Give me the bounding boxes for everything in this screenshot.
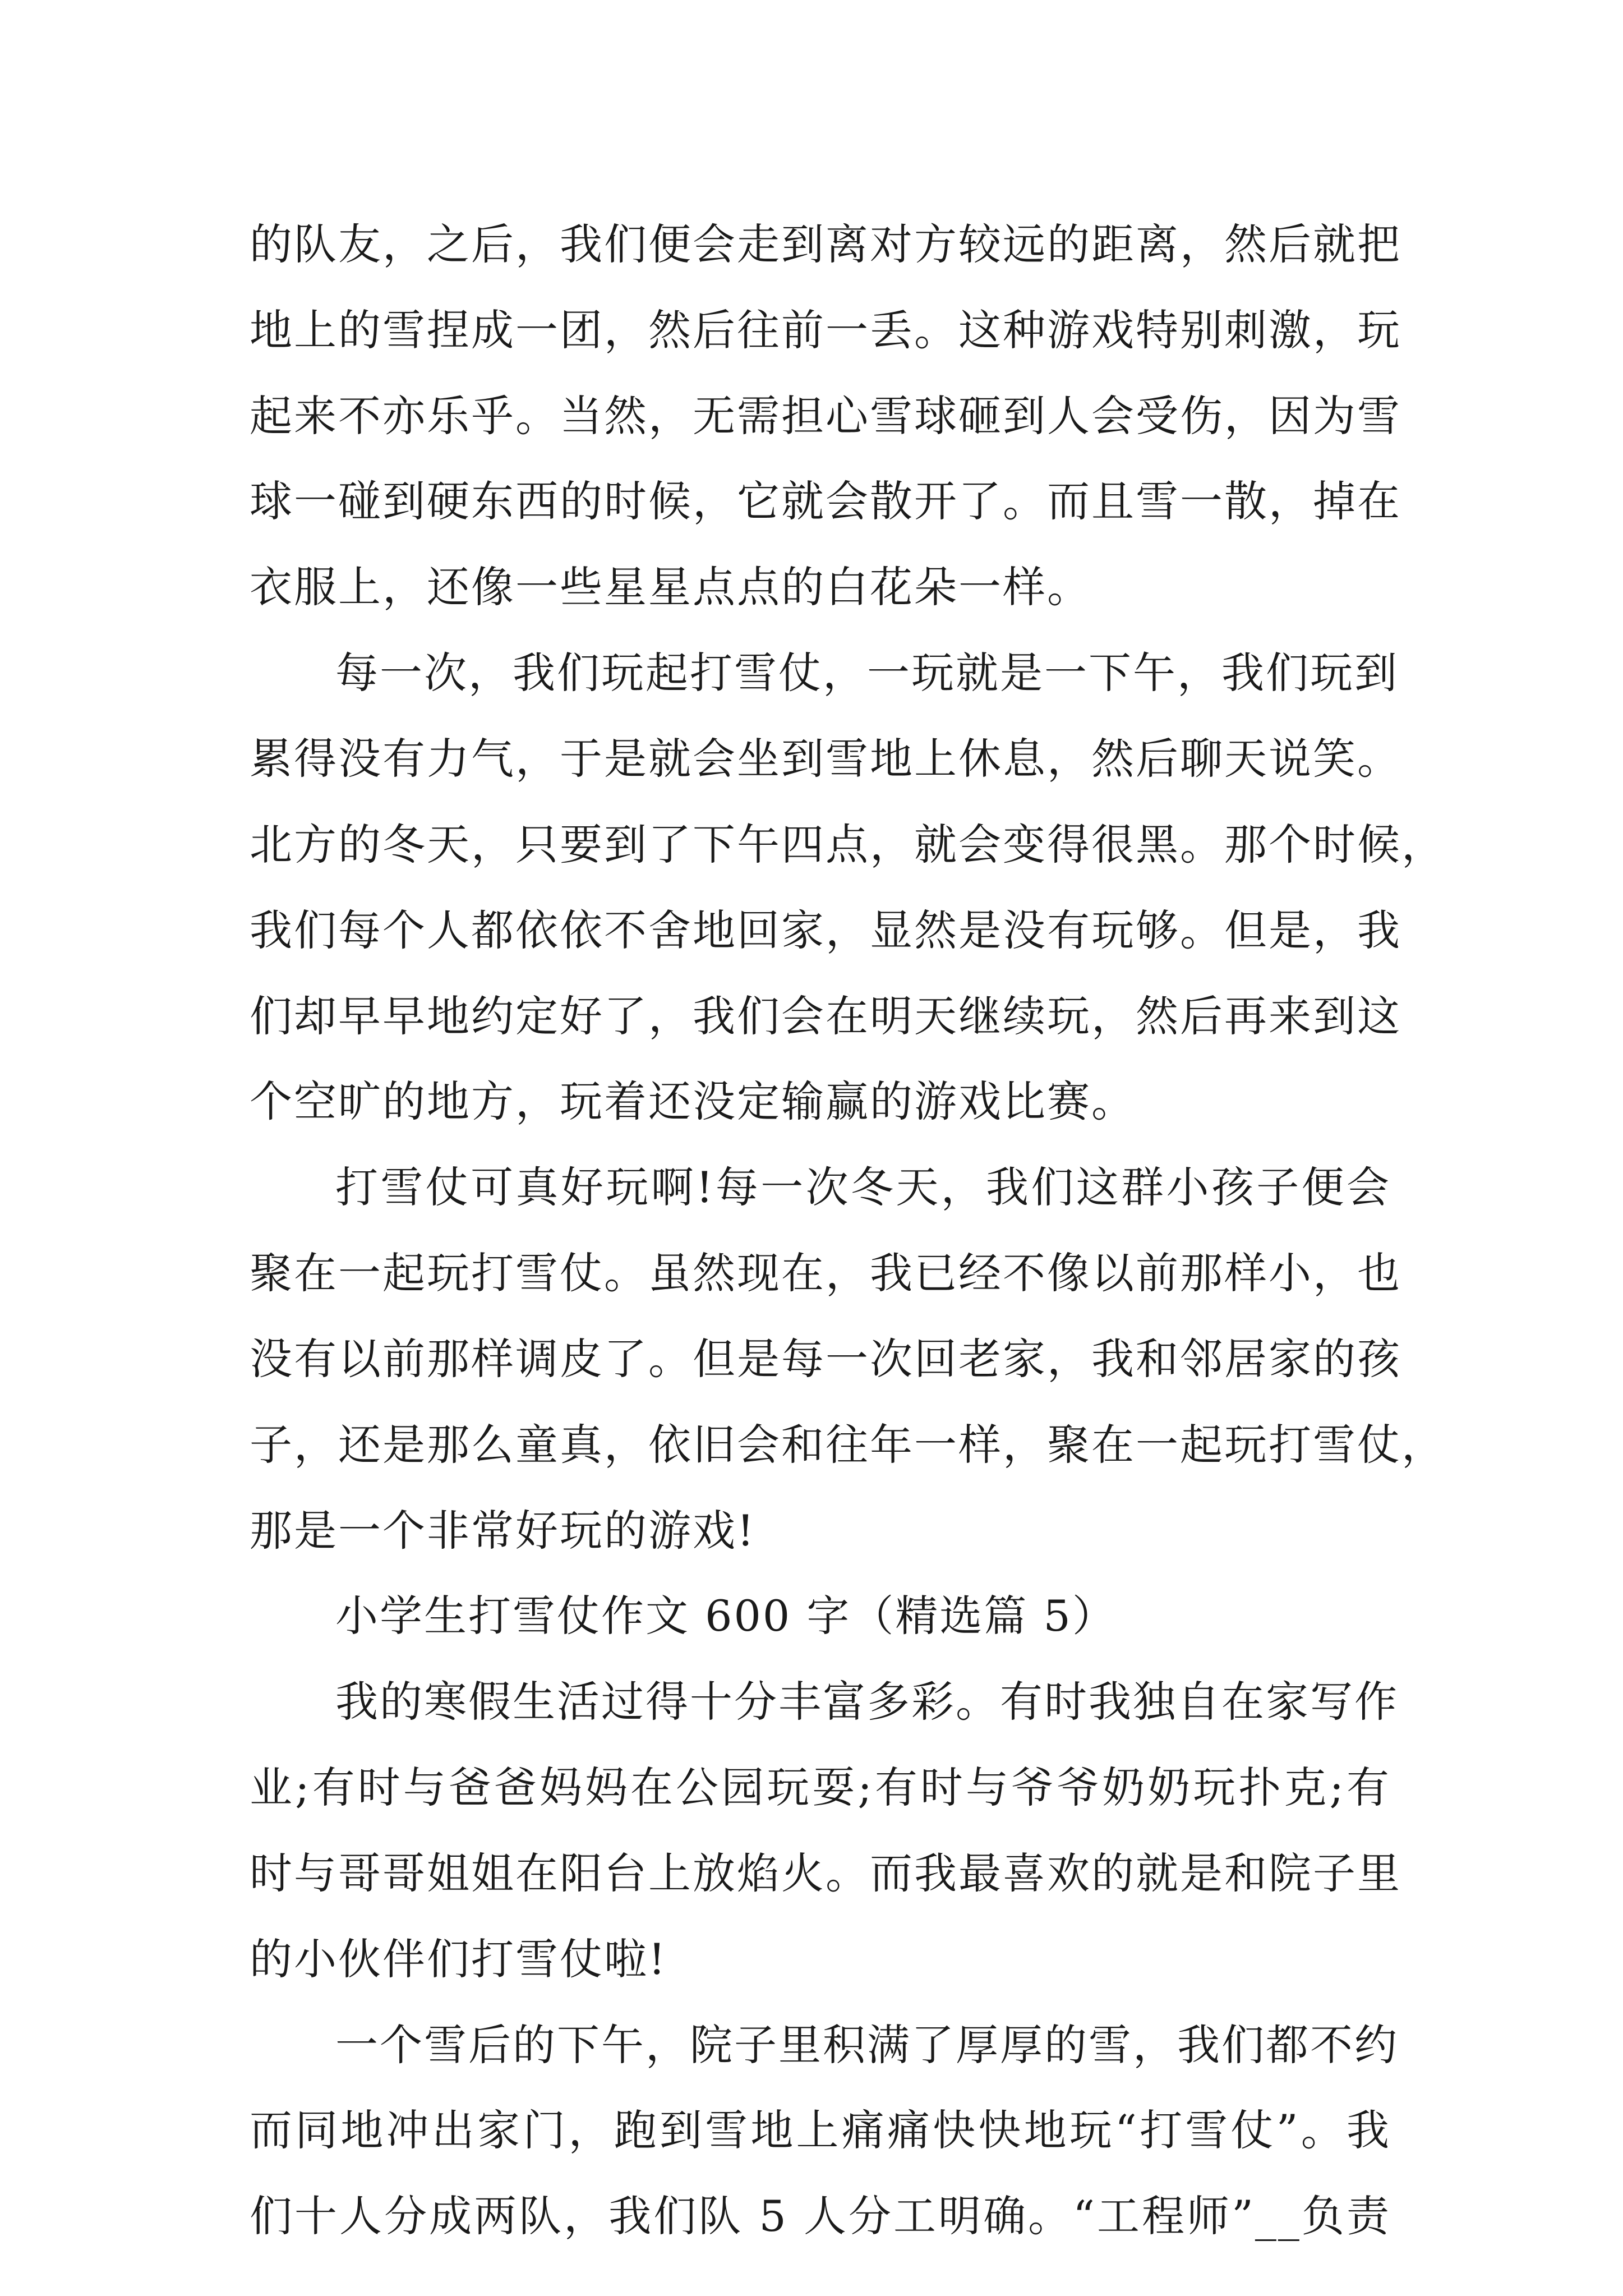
section-heading: 小学生打雪仗作文 600 字（精选篇 5） bbox=[335, 1591, 1117, 1641]
text-line: 们十人分成两队，我们队 5 人分工明确。“工程师”__负责 bbox=[250, 2191, 1391, 2241]
text-line: 们却早早地约定好了，我们会在明天继续玩，然后再来到这 bbox=[250, 991, 1401, 1041]
text-line: 我们每个人都依依不舍地回家，显然是没有玩够。但是，我 bbox=[250, 905, 1401, 955]
text-line: 那是一个非常好玩的游戏! bbox=[250, 1506, 756, 1556]
text-line: 子，还是那么童真，依旧会和往年一样，聚在一起玩打雪仗， bbox=[250, 1420, 1446, 1470]
text-line: 球一碰到硬东西的时候，它就会散开了。而且雪一散，掉在 bbox=[250, 476, 1401, 526]
paragraph-first-line: 我的寒假生活过得十分丰富多彩。有时我独自在家写作 bbox=[335, 1677, 1399, 1727]
text-line: 的小伙伴们打雪仗啦! bbox=[250, 1934, 667, 1984]
text-line: 个空旷的地方，玩着还没定输赢的游戏比赛。 bbox=[250, 1076, 1136, 1126]
paragraph-first-line: 一个雪后的下午，院子里积满了厚厚的雪，我们都不约 bbox=[335, 2020, 1399, 2070]
text-line: 起来不亦乐乎。当然，无需担心雪球砸到人会受伤，因为雪 bbox=[250, 391, 1401, 441]
text-line: 北方的冬天，只要到了下午四点，就会变得很黑。那个时候， bbox=[250, 820, 1446, 869]
text-line: 聚在一起玩打雪仗。虽然现在，我已经不像以前那样小，也 bbox=[250, 1248, 1401, 1298]
text-line: 累得没有力气，于是就会坐到雪地上休息，然后聊天说笑。 bbox=[250, 734, 1401, 784]
text-line: 没有以前那样调皮了。但是每一次回老家，我和邻居家的孩 bbox=[250, 1334, 1401, 1384]
text-line: 的队友，之后，我们便会走到离对方较远的距离，然后就把 bbox=[250, 219, 1401, 269]
paragraph-first-line: 打雪仗可真好玩啊!每一次冬天，我们这群小孩子便会 bbox=[335, 1162, 1391, 1212]
text-line: 时与哥哥姐姐在阳台上放焰火。而我最喜欢的就是和院子里 bbox=[250, 1848, 1401, 1898]
text-line: 而同地冲出家门，跑到雪地上痛痛快快地玩“打雪仗”。我 bbox=[250, 2105, 1391, 2155]
text-line: 业;有时与爸爸妈妈在公园玩耍;有时与爷爷奶奶玩扑克;有 bbox=[250, 1763, 1391, 1812]
paragraph-first-line: 每一次，我们玩起打雪仗，一玩就是一下午，我们玩到 bbox=[335, 648, 1399, 698]
text-line: 地上的雪捏成一团，然后往前一丢。这种游戏特别刺激，玩 bbox=[250, 305, 1401, 355]
text-line: 衣服上，还像一些星星点点的白花朵一样。 bbox=[250, 562, 1091, 612]
